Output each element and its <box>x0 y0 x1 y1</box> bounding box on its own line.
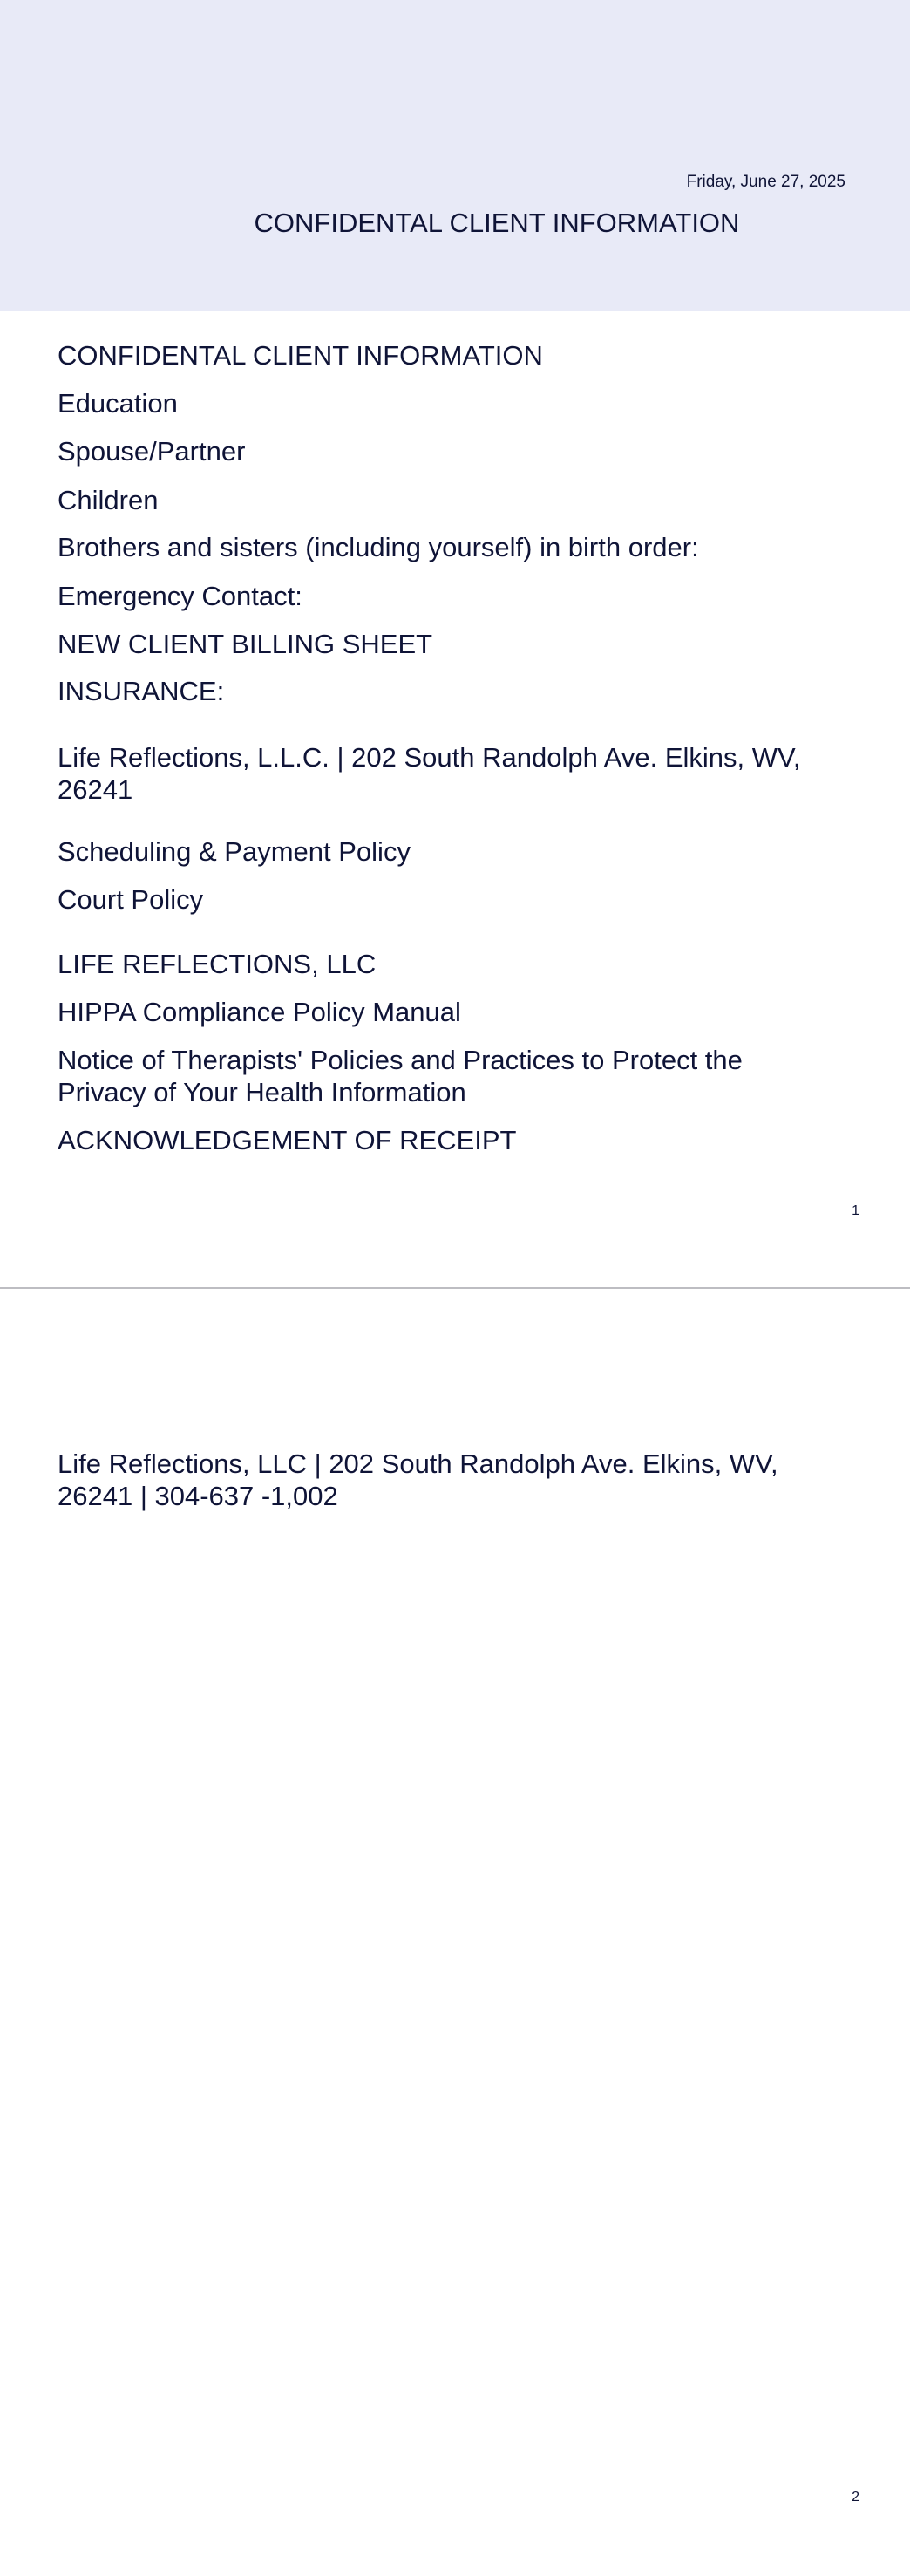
heading-scheduling-payment-policy: Scheduling & Payment Policy <box>58 836 411 867</box>
page-number: 1 <box>852 1203 859 1218</box>
heading-confidential-client-information: CONFIDENTAL CLIENT INFORMATION <box>58 340 543 371</box>
heading-company-address: Life Reflections, L.L.C. | 202 South Randolph Ave. Elkins, WV, 26241 <box>58 742 801 805</box>
heading-education: Education <box>58 388 178 419</box>
heading-children: Children <box>58 485 159 515</box>
page-header <box>0 0 910 311</box>
page-number: 2 <box>852 2490 859 2504</box>
heading-hippa-compliance-manual: HIPPA Compliance Policy Manual <box>58 997 461 1027</box>
heading-siblings: Brothers and sisters (including yourself) in birth order: <box>58 532 699 562</box>
header-title: CONFIDENTAL CLIENT INFORMATION <box>254 208 740 238</box>
heading-emergency-contact: Emergency Contact: <box>58 581 302 611</box>
heading-acknowledgement-of-receipt: ACKNOWLEDGEMENT OF RECEIPT <box>58 1125 517 1155</box>
heading-new-client-billing-sheet: NEW CLIENT BILLING SHEET <box>58 629 433 659</box>
heading-insurance: INSURANCE: <box>58 676 225 706</box>
document-page-2 <box>0 1289 910 2576</box>
heading-spouse-partner: Spouse/Partner <box>58 436 246 467</box>
heading-court-policy: Court Policy <box>58 884 204 915</box>
header-date: Friday, June 27, 2025 <box>686 173 845 191</box>
company-contact-line: Life Reflections, LLC | 202 South Randolph Ave. Elkins, WV, 26241 | 304-637 -1,002 <box>58 1448 778 1511</box>
document-page-1 <box>0 0 910 1287</box>
heading-life-reflections-llc: LIFE REFLECTIONS, LLC <box>58 949 377 979</box>
heading-privacy-notice: Notice of Therapists' Policies and Practices to Protect the Privacy of Your Health Information <box>58 1045 743 1107</box>
